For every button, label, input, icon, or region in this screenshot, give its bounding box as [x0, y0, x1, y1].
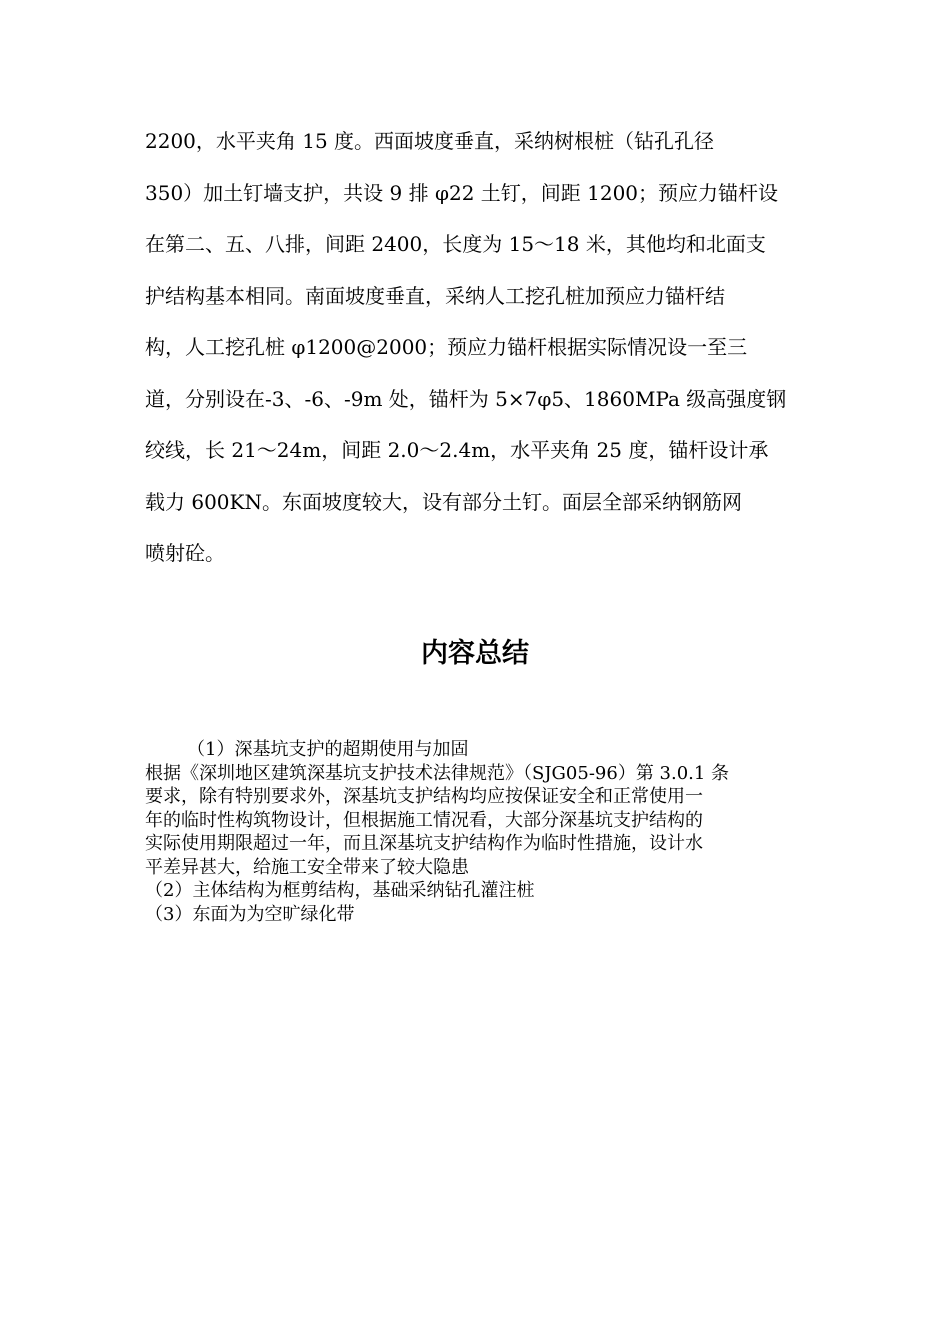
body-line: 构，人工挖孔桩 φ1200@2000；预应力锚杆根据实际情况设一至三: [145, 335, 748, 359]
summary-section: [145, 738, 815, 926]
summary-line: 根据《深圳地区建筑深基坑支护技术法律规范》（SJG05-96）第 3.0.1 条: [145, 762, 730, 784]
summary-title: 内容总结: [421, 638, 529, 669]
body-line: 道，分别设在-3、-6、-9m 处，锚杆为 5×7φ5、1860MPa 级高强度钢: [145, 386, 787, 411]
summary-line: 要求，除有特别要求外，深基坑支护结构均应按保证安全和正常使用一: [145, 786, 703, 807]
summary-line: 平差异甚大，给施工安全带来了较大隐患: [145, 856, 469, 878]
summary-item-3: （3）东面为为空旷绿化带: [145, 903, 355, 925]
body-line: 喷射砼。: [145, 541, 225, 565]
body-line: 350）加土钉墙支护，共设 9 排 φ22 土钉，间距 1200；预应力锚杆设: [145, 180, 779, 205]
summary-item-2: （2）主体结构为框剪结构，基础采纳钻孔灌注桩: [145, 880, 535, 901]
body-line: 绞线，长 21～24m，间距 2.0～2.4m，水平夹角 25 度，锚杆设计承: [145, 438, 769, 462]
body-line: 2200，水平夹角 15 度。西面坡度垂直，采纳树根桩（钻孔孔径: [145, 129, 715, 153]
summary-line: 实际使用期限超过一年，而且深基坑支护结构作为临时性措施，设计水: [145, 833, 703, 854]
summary-item-1-heading: （1）深基坑支护的超期使用与加固: [187, 739, 469, 760]
body-line: 载力 600KN。东面坡度较大，设有部分土钉。面层全部采纳钢筋网: [145, 489, 742, 514]
body-line: 护结构基本相同。南面坡度垂直，采纳人工挖孔桩加预应力锚杆结: [145, 283, 725, 308]
summary-line: 年的临时性构筑物设计，但根据施工情况看，大部分深基坑支护结构的: [145, 809, 703, 831]
body-paragraph: [145, 116, 809, 580]
body-line: 在第二、五、八排，间距 2400，长度为 15～18 米，其他均和北面支: [145, 232, 766, 256]
